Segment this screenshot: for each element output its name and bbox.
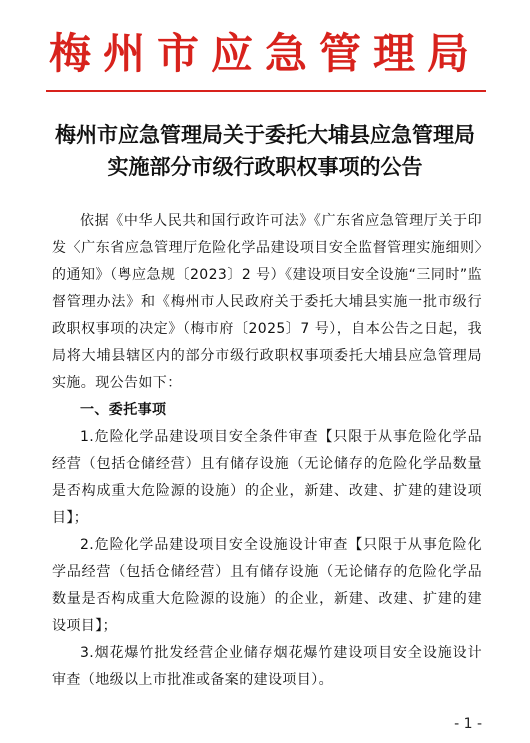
document-title-line-1: 梅州市应急管理局关于委托大埔县应急管理局 [55,122,475,147]
masthead-red-rule [46,90,486,92]
section-heading-entrusted-items: 一、委托事项 [80,402,167,418]
entrusted-item-1: 1.危险化学品建设项目安全条件审查【只限于从事危险化学品经营（包括仓储经营）且有储存设施（无论储存的危险化学品数量是否构成重大危险源的设施）的企业，新建、改建、扩建的建设项目】； [52,429,482,526]
entrusted-item-3: 3.烟花爆竹批发经营企业储存烟花爆竹建设项目安全设施设计审查（地级以上市批准或备案的建设项目）。 [52,645,482,688]
document-title-line-2: 实施部分市级行政职权事项的公告 [107,154,423,179]
document-body [52,208,482,694]
page-number: - 1 - [454,716,482,732]
document-title [20,119,510,183]
entrusted-item-2: 2.危险化学品建设项目安全设施设计审查【只限于从事危险化学品经营（包括仓储经营）且有储存设施（无论储存的危险化学品数量是否构成重大危险源的设施）的企业，新建、改建、扩建的建设项目】； [52,537,482,634]
intro-paragraph: 依据《中华人民共和国行政许可法》《广东省应急管理厅关于印发〈广东省应急管理厅危险化学品建设项目安全监督管理实施细则〉的通知》（粤应急规〔2023〕2 号）《建设项目安全设施“三同时”监督管理办法》和《梅州市人民政府关于委托大埔县实施一批市级行政职权事项的决定》（梅市府〔2025〕7 号），自本公告之日起，我局将大埔县辖区内的部分市级行政职权事项委托大埔县应急管理局实施。现公告如下： [52,213,482,391]
masthead-title: 梅州市应急管理局 [48,29,481,78]
